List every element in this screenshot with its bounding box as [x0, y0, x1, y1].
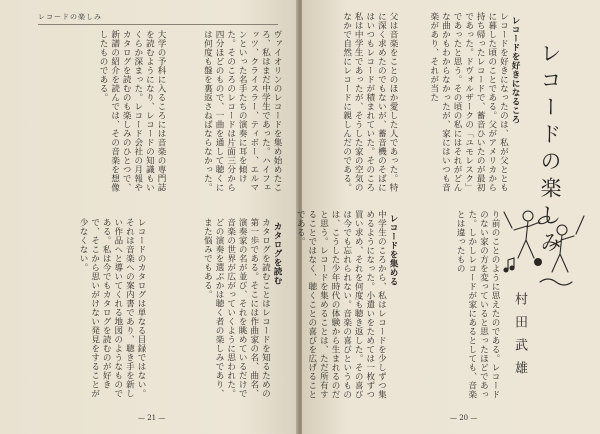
section-heading-catalog: カタログを読む [272, 222, 282, 285]
left-text-block-top-left [38, 30, 166, 198]
right-text-block-bottom-left [295, 210, 398, 404]
section-heading-start: レコードを好きになるころ [510, 16, 520, 124]
section-heading-collect: レコードを集める [388, 214, 398, 286]
paragraph: 中学生のころから、私はレコードを少しずつ集めるようになった。小遣いをためては一枚ずつ買い求め、それを何度も聴き返した。その喜びは今でも忘れられない。音楽の喜びというものは、こうした少年時代の体験から生まれるのだと思う。レコードを集めることは、ただ所有することではなく、聴くことの喜びを広げることである。 [295, 210, 387, 399]
right-text-block-top-left [314, 12, 398, 198]
left-page [0, 0, 298, 434]
running-head: レコードの楽しみ [38, 13, 102, 21]
right-text-block-bottom [402, 210, 500, 404]
header-rule [38, 24, 278, 25]
author-name: 村田武雄 [512, 292, 527, 384]
paragraph: 大学の予科に入るころには音楽の専門誌を読むようになり、レコードの知識もいくらか深まった。レコード会社の月報やカタログを読むのも楽しみのひとつで、新譜の紹介を読んでは、その音楽を想像したものである。 [98, 30, 166, 192]
musicians-illustration [500, 200, 588, 290]
paragraph: カタログを読むことはレコードを知るための第一歩である。そこには作曲家の名、曲名、演奏家の名が並び、それを眺めているだけで音楽の世界が広がっていくように思われた。どの演奏を選ぶかは聴く者の楽しみであり、また悩みでもある。 [202, 218, 271, 398]
paragraph: レコードを好きになったのは、私が父とともに暮した頃のことである。父がアメリカから持ち帰ったレコードで、蓄音ひいたのが最初であった。ドヴォルザークの「ユモレスク」であったと思う。その頃の私にはそれがどんな曲かもわからなかったが、家にはいつも音楽があり、それが当た [428, 12, 509, 192]
paragraph: り前のことのように思えたのである。レコードのない家の方を変っていると思ったほどであった。しかしレコードが家にあるとしても、音楽とは違ったもの [455, 210, 500, 399]
left-text-block-top-right [170, 30, 282, 198]
left-text-block-bottom-left [38, 218, 146, 404]
page-number-left: — 21 — [138, 414, 166, 422]
page-number-right: — 20 — [450, 414, 478, 422]
paragraph: 父は音楽をことのほか愛した人であった。特に深く求めたのでもないが、蓄音機のそばにはいつもレコードが積まれていた。そのころ私は中学生であったが、そうした家の空気のなかで自然にレコードに親しんだのである。 [341, 12, 398, 192]
paragraph: レコードのカタログは単なる目録ではない。それは音楽への案内書であり、聴き手を新しい作品へと導いてくれる地図のようなものである。私は今でもカタログを読むのが好きで、そこから思いがけない発見をすることが少なくない。 [78, 218, 146, 398]
left-text-block-bottom-right [150, 218, 282, 404]
essay-title: レコードの楽しみ [538, 42, 562, 258]
right-text-block-top [402, 12, 520, 198]
paragraph: ヴァイオリンのレコードを集め始めたころ、私はまだ中学生であった。ハイフェッツ、クライスラー、ティボー、エルマンといった名手たちの演奏に耳を傾けた。そのころのレコードは片面三分から四分ほどのもので、一曲を通して聴くには何度も盤を裏返さねばならなかった。 [202, 30, 282, 192]
